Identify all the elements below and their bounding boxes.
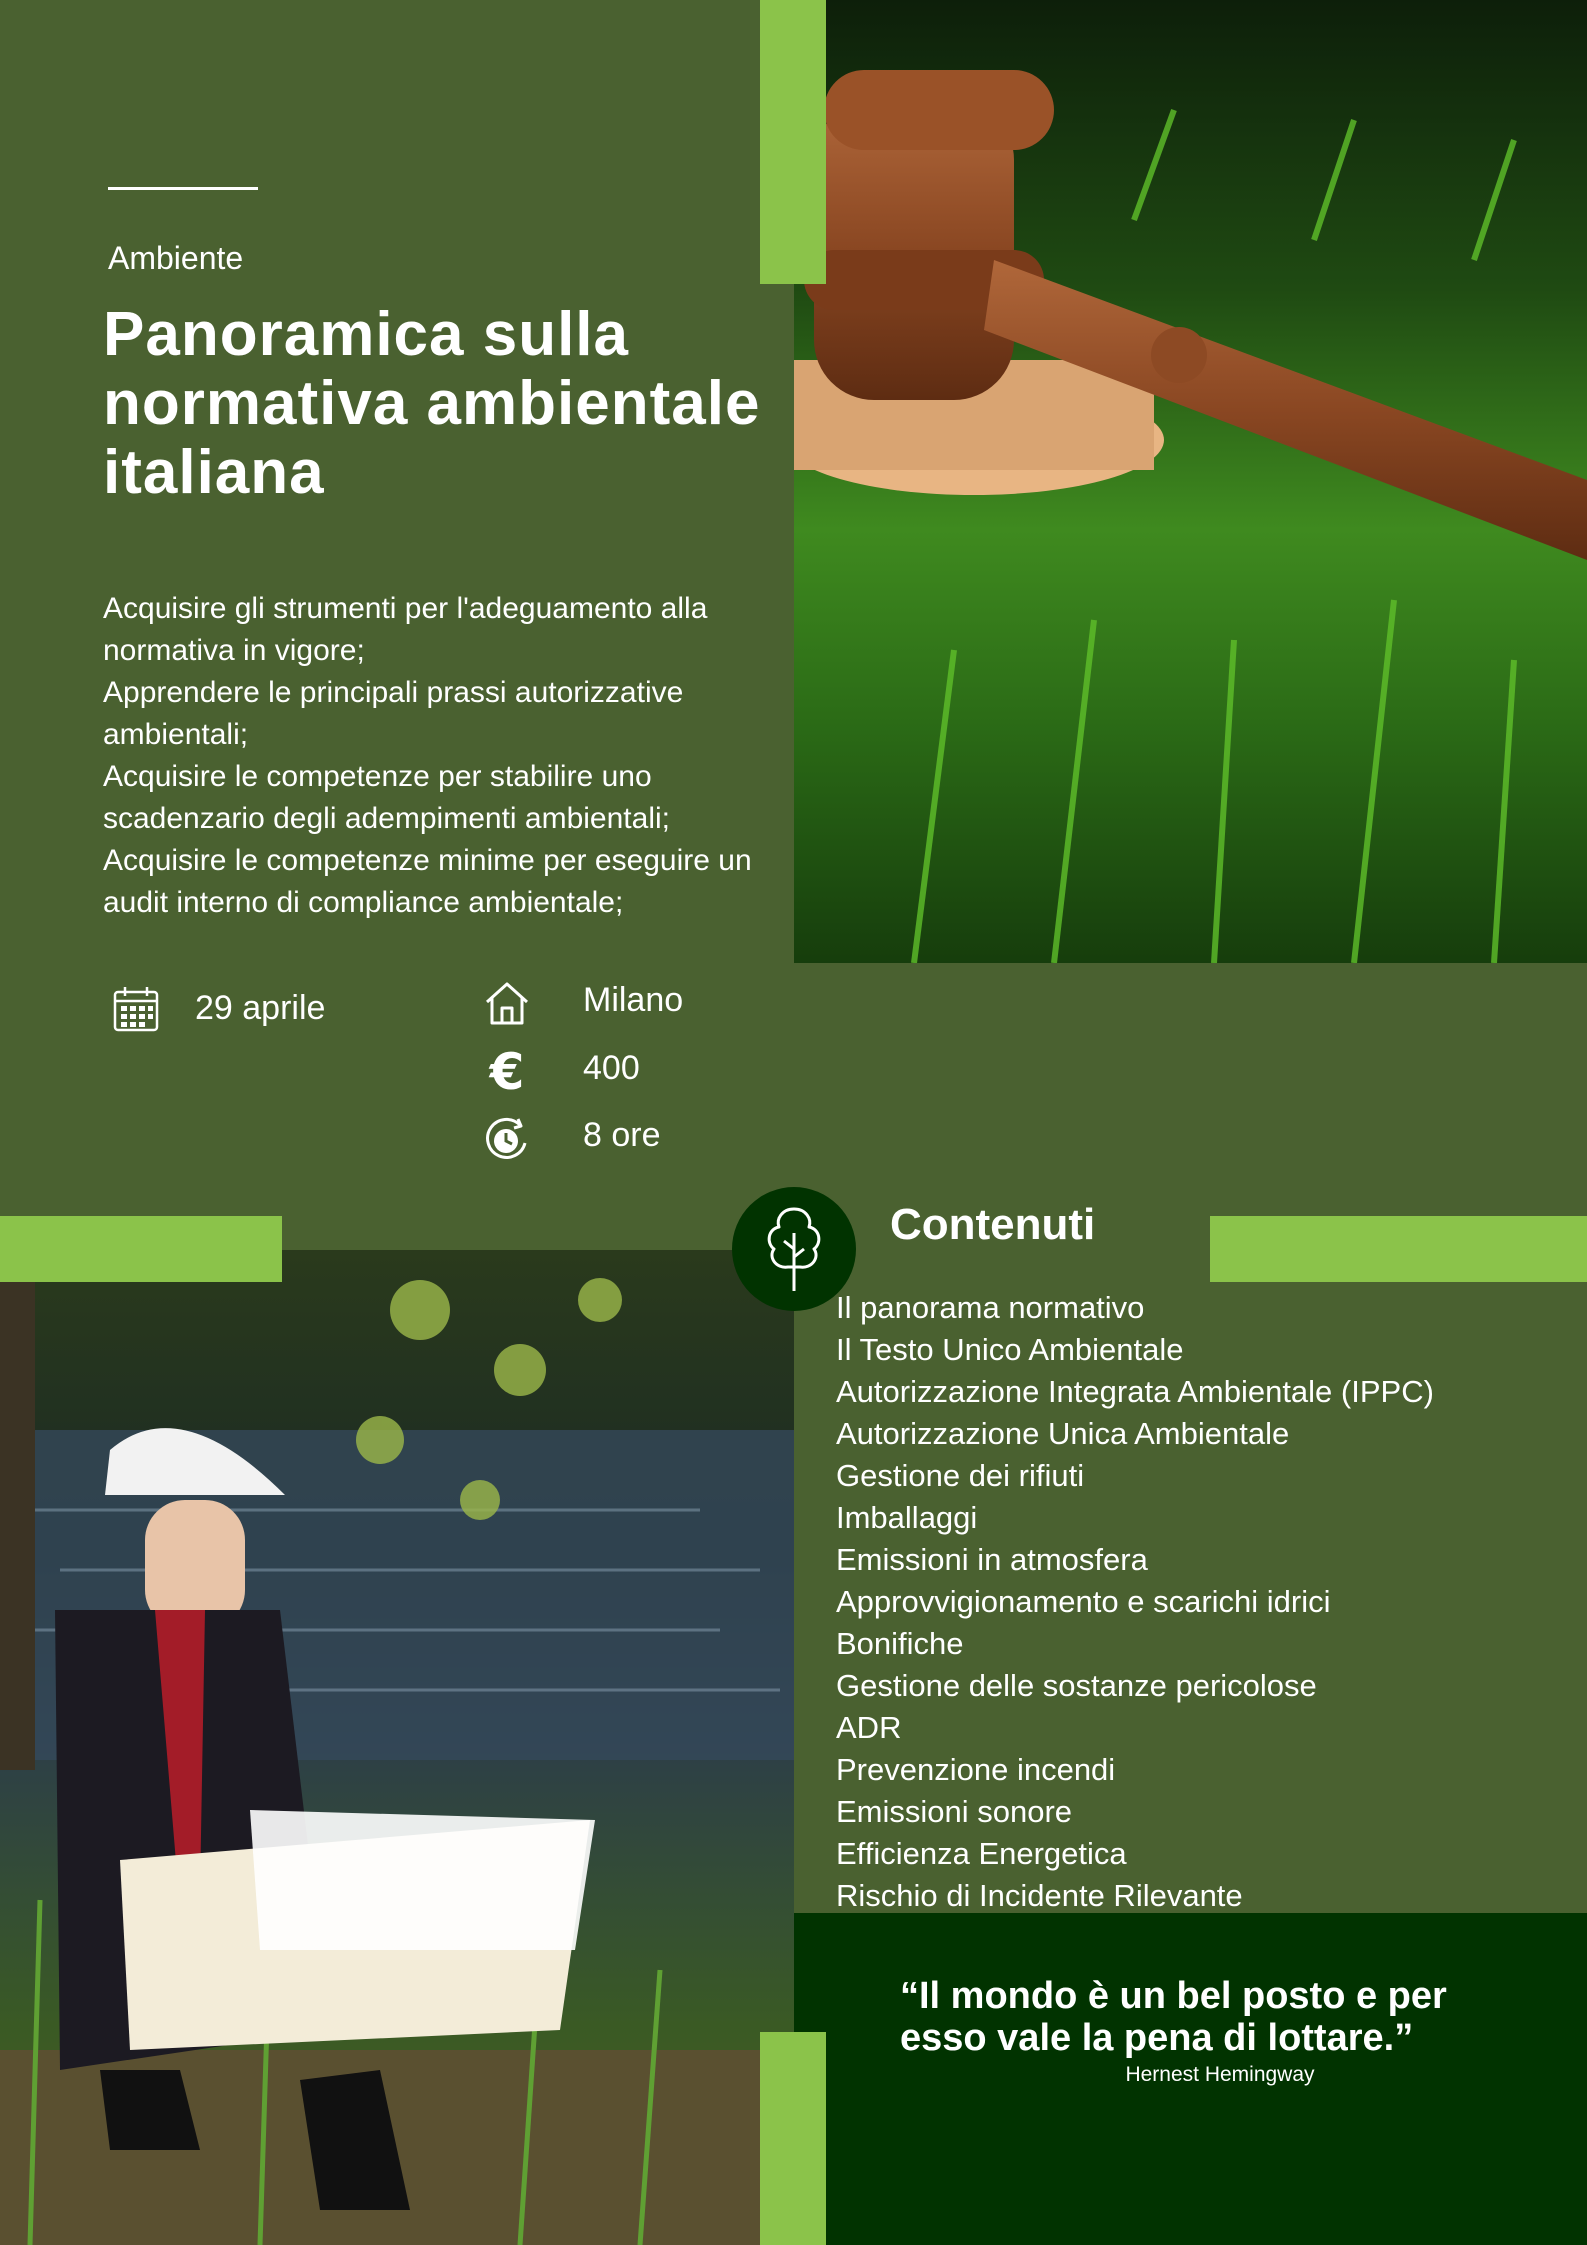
list-item: Il panorama normativo	[836, 1290, 1145, 1325]
price-value: 400	[583, 1049, 640, 1087]
list-item: ADR	[836, 1710, 902, 1745]
accent-bar-left	[0, 1216, 282, 1282]
list-item: Autorizzazione Unica Ambientale	[836, 1416, 1290, 1451]
list-item: Approvvigionamento e scarichi idrici	[836, 1584, 1331, 1619]
quote-author: Hernest Hemingway	[1125, 2063, 1315, 2086]
list-item: Prevenzione incendi	[836, 1752, 1116, 1787]
duration-value: 8 ore	[583, 1116, 661, 1154]
calendar-icon	[111, 984, 161, 1034]
engineer-by-lake-photo	[0, 1250, 794, 2245]
list-item: Gestione dei rifiuti	[836, 1458, 1085, 1493]
date-value: 29 aprile	[195, 989, 326, 1027]
clock-icon	[482, 1113, 532, 1163]
svg-text:€: €	[489, 1046, 525, 1096]
engineer-illustration	[0, 1250, 794, 2245]
page-title: Panoramica sulla normativa ambientale italiana	[103, 300, 761, 507]
divider-line	[108, 187, 258, 190]
euro-icon	[482, 1046, 532, 1096]
accent-bar-top	[760, 0, 826, 284]
list-item: Gestione delle sostanze pericolose	[836, 1668, 1317, 1703]
list-item: Efficienza Energetica	[836, 1836, 1127, 1871]
quote-text: “Il mondo è un bel posto e per esso vale la pena di lottare.”	[900, 1975, 1447, 2059]
list-item: Emissioni sonore	[836, 1794, 1073, 1829]
category-label: Ambiente	[108, 240, 244, 276]
accent-bar-bottom	[760, 2032, 826, 2245]
list-item: Rischio di Incidente Rilevante	[836, 1878, 1243, 1913]
contents-list	[836, 1287, 1434, 1917]
list-item: Il Testo Unico Ambientale	[836, 1332, 1184, 1367]
gavel-on-grass-photo	[794, 0, 1587, 963]
list-item: Emissioni in atmosfera	[836, 1542, 1148, 1577]
course-objectives: Acquisire gli strumenti per l'adeguamento alla normativa in vigore; Apprendere le principali prassi autorizzative ambientali; Acquisire le competenze per stabilire uno scadenzario degli adempimenti ambientali; Acquisire le competenze minime per eseguire un audit interno di compliance ambientale;	[103, 592, 752, 919]
location-value: Milano	[583, 981, 684, 1019]
contents-heading: Contenuti	[890, 1200, 1096, 1249]
gavel-illustration	[794, 0, 1587, 963]
home-icon	[482, 978, 532, 1028]
list-item: Autorizzazione Integrata Ambientale (IPPC)	[836, 1374, 1434, 1409]
accent-bar-right	[1210, 1216, 1587, 1282]
list-item: Bonifiche	[836, 1626, 964, 1661]
list-item: Imballaggi	[836, 1500, 978, 1535]
